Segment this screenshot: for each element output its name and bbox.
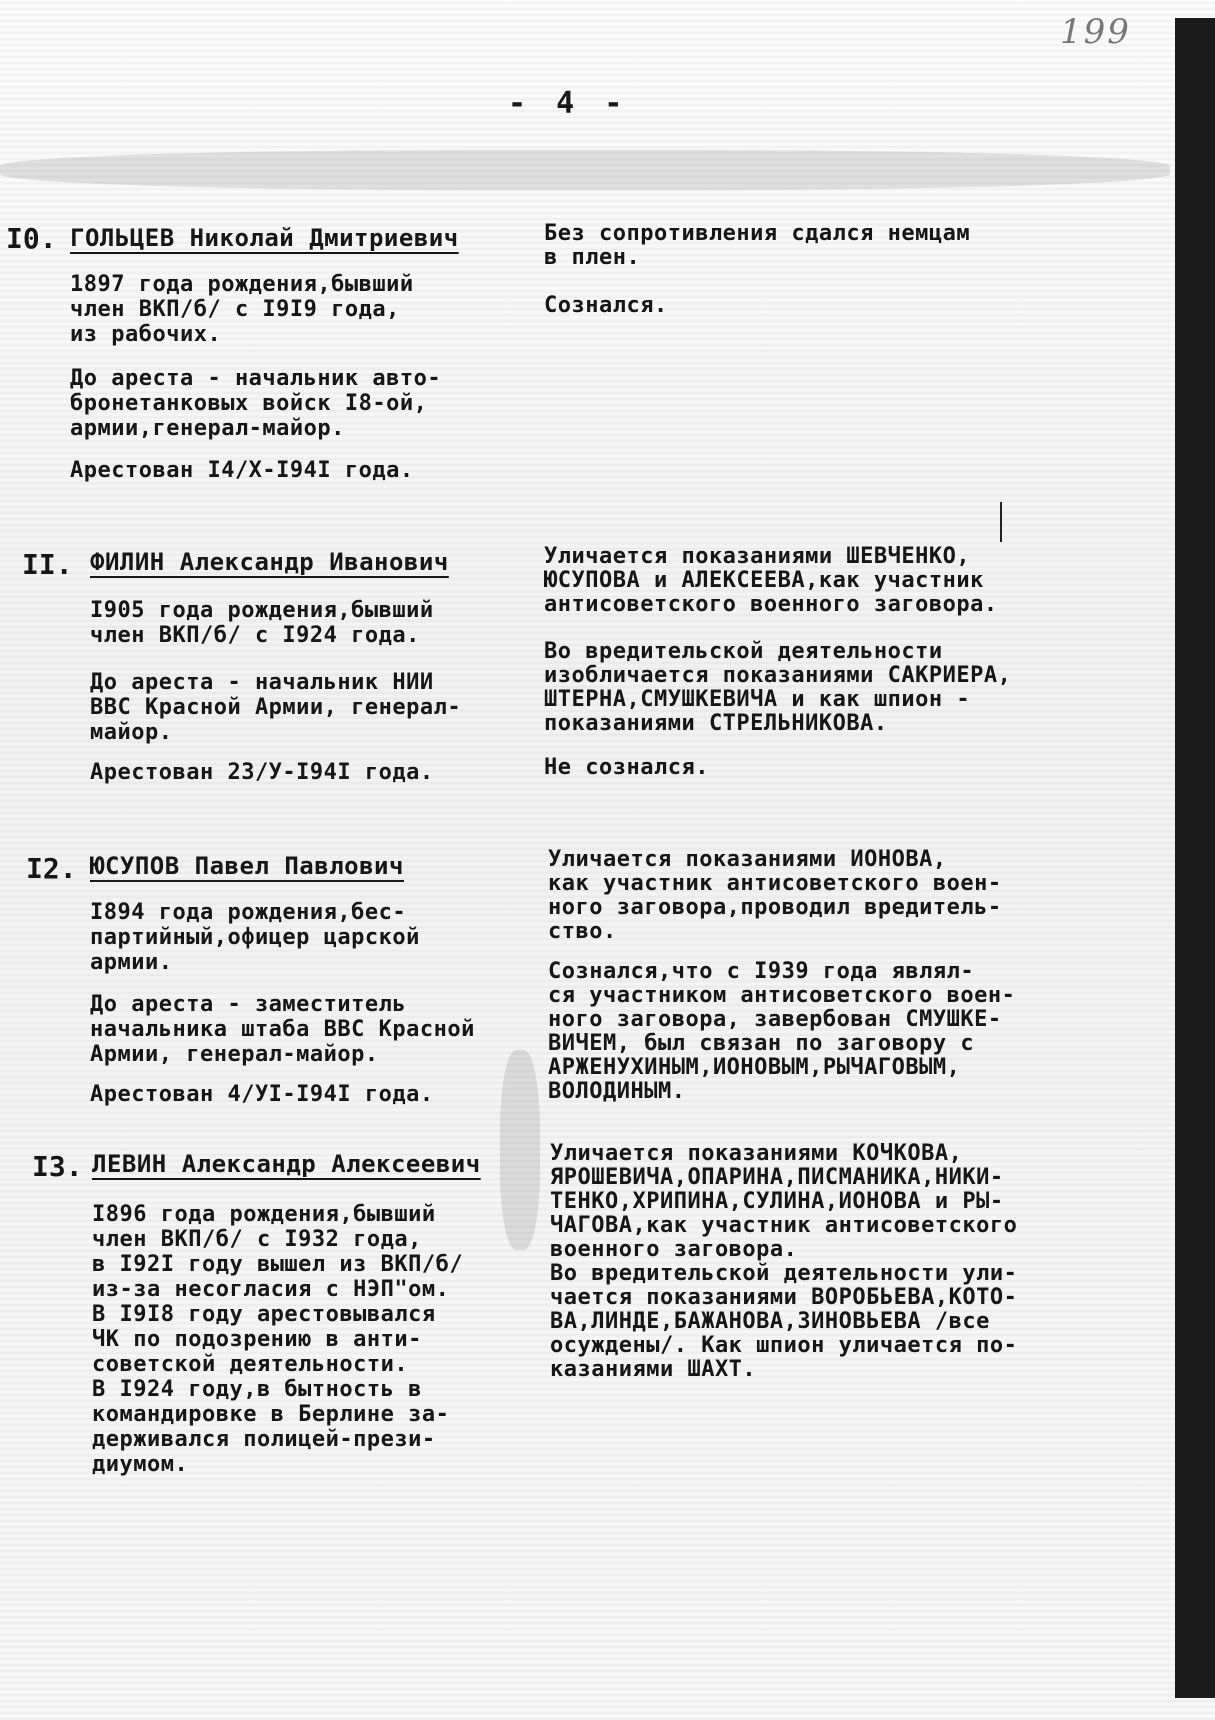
position-info: До ареста - начальник НИИ ВВС Красной Армии, генерал- майор. bbox=[90, 670, 462, 745]
confession-text: Не сознался. bbox=[544, 755, 709, 780]
evidence-text: Уличается показаниями КОЧКОВА, ЯРОШЕВИЧА,ОПАРИНА,ПИСМАНИКА,НИКИ- ТЕНКО,ХРИПИНА,СУЛИНА,ИОНОВА и РЫ- ЧАГОВА,как участник антисоветского военного заговора. Во вредительской деятельности ули- чается показаниями ВОРОБЬЕВА,КОТО- ВА,ЛИНДЕ,БАЖАНОВА,ЗИНОВЬЕВА /все осуждены/. Как шпион уличается по- казаниями ШАХТ. bbox=[550, 1141, 1018, 1382]
person-name: ЛЕВИН Александр Алексеевич bbox=[92, 1150, 481, 1178]
entry-number: I3. bbox=[32, 1150, 83, 1183]
scan-noise bbox=[500, 1050, 540, 1250]
pen-mark bbox=[1000, 502, 1002, 542]
person-name: ГОЛЬЦЕВ Николай Дмитриевич bbox=[70, 224, 459, 252]
arrest-info: Арестован 23/У-I94I года. bbox=[90, 760, 434, 785]
person-name: ЮСУПОВ Павел Павлович bbox=[90, 852, 404, 880]
scan-noise bbox=[0, 150, 1170, 190]
confession-text: Сознался,что с I939 года являл- ся участником антисоветского воен- ного заговора, завербован СМУШКЕ- ВИЧЕМ, был связан по заговору с АРЖЕНУХИНЫМ,ИОНОВЫМ,РЫЧАГОВЫМ, ВОЛОДИНЫМ. bbox=[548, 959, 1016, 1104]
evidence-text-2: Во вредительской деятельности изобличается показаниями САКРИЕРА, ШТЕРНА,СМУШКЕВИЧА и как шпион - показаниями СТРЕЛЬНИКОВА. bbox=[544, 639, 1012, 736]
position-info: До ареста - заместитель начальника штаба ВВС Красной Армии, генерал-майор. bbox=[90, 992, 475, 1067]
entry-number: I0. bbox=[6, 222, 57, 255]
arrest-info: Арестован 4/УI-I94I года. bbox=[90, 1082, 434, 1107]
birth-info: I894 года рождения,бес- партийный,офицер царской армии. bbox=[90, 900, 420, 975]
evidence-text: Уличается показаниями ИОНОВА, как участник антисоветского воен- ного заговора,проводил вредитель- ство. bbox=[548, 847, 1002, 944]
birth-info: I905 года рождения,бывший член ВКП/б/ с I924 года. bbox=[90, 598, 434, 648]
page-number: - 4 - bbox=[508, 86, 629, 121]
evidence-text: Без сопротивления сдался немцам в плен. bbox=[544, 221, 971, 270]
confession-text: Сознался. bbox=[544, 293, 668, 318]
scan-edge-shadow bbox=[1175, 18, 1215, 1698]
birth-info: 1897 года рождения,бывший член ВКП/б/ с I9I9 года, из рабочих. bbox=[70, 272, 414, 347]
entry-number: I2. bbox=[26, 852, 77, 885]
position-info: До ареста - начальник авто- бронетанковых войск I8-ой, армии,генерал-майор. bbox=[70, 366, 442, 441]
arrest-info: Арестован I4/X-I94I года. bbox=[70, 458, 414, 483]
biography-text: I896 года рождения,бывший член ВКП/б/ с I932 года, в I92I году вышел из ВКП/б/ из-за несогласия с НЭП"ом. В I9I8 году арестовывался ЧК по подозрению в анти- советской деятельности. В I924 году,в бытность в командировке в Берлине за- держивался полицей-прези- диумом. bbox=[92, 1202, 464, 1477]
evidence-text: Уличается показаниями ШЕВЧЕНКО, ЮСУПОВА и АЛЕКСЕЕВА,как участник антисоветского военного заговора. bbox=[544, 544, 998, 617]
archive-sheet-number: 199 bbox=[1060, 12, 1131, 52]
entry-number: II. bbox=[22, 548, 73, 581]
person-name: ФИЛИН Александр Иванович bbox=[90, 548, 449, 576]
